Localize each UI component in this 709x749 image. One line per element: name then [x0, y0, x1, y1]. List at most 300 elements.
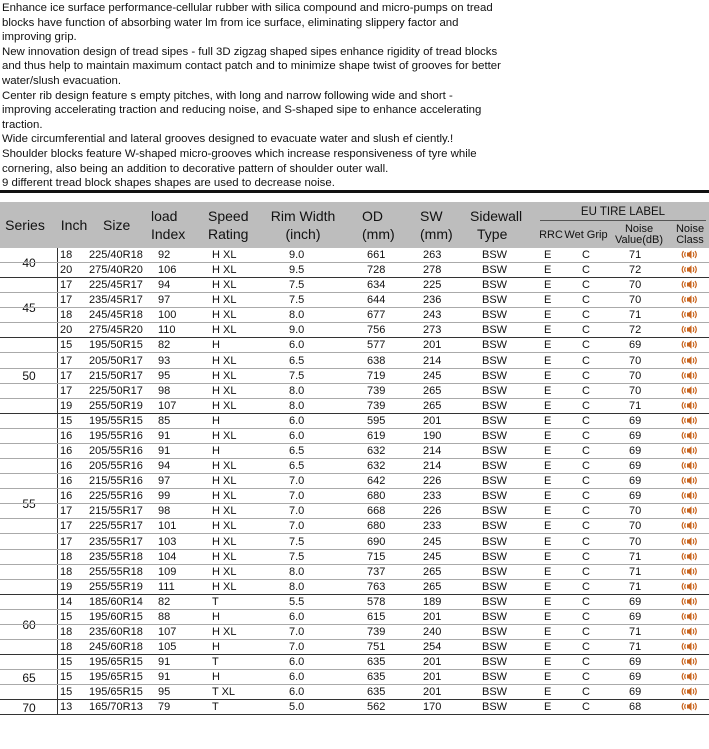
noise-value-cell: 71	[629, 641, 642, 654]
load-index-cell: 93	[158, 354, 171, 367]
rrc-cell: E	[544, 445, 552, 458]
table-row	[0, 595, 709, 610]
noise-class-speaker-icon	[681, 641, 699, 652]
rim-width-cell: 7.5	[289, 369, 305, 382]
sw-cell: 265	[423, 399, 442, 412]
inch-cell: 19	[60, 580, 73, 593]
table-row	[0, 444, 709, 459]
load-index-cell: 82	[158, 339, 171, 352]
sidewall-cell: BSW	[482, 354, 508, 367]
wet-grip-cell: C	[582, 399, 590, 412]
size-cell: 255/55R19	[89, 580, 143, 593]
table-row	[0, 459, 709, 474]
desc-paragraph: Center rib design feature s empty pitches, with long and narrow following wide and short - improving accelerating traction and reducing noise, and S-shaped sipe to enhance accelerating traction.	[2, 89, 482, 131]
table-row	[0, 384, 709, 399]
rim-width-cell: 6.0	[289, 656, 305, 669]
series-cell: 55	[22, 497, 36, 512]
sidewall-cell: BSW	[482, 656, 508, 669]
speed-rating-cell: T	[212, 656, 219, 669]
wet-grip-cell: C	[582, 279, 590, 292]
sw-cell: 201	[423, 671, 442, 684]
od-cell: 615	[367, 610, 386, 623]
rrc-cell: E	[544, 264, 552, 277]
wet-grip-cell: C	[582, 686, 590, 699]
od-cell: 719	[367, 369, 386, 382]
desc-paragraph: 9 different tread block shapes shapes are used to decrease noise.	[2, 177, 335, 190]
rrc-cell: E	[544, 610, 552, 623]
od-cell: 642	[367, 475, 386, 488]
rrc-cell: E	[544, 490, 552, 503]
rrc-cell: E	[544, 279, 552, 292]
rrc-cell: E	[544, 324, 552, 337]
table-row	[0, 263, 709, 278]
speed-rating-cell: H XL	[212, 294, 237, 307]
noise-class-speaker-icon	[681, 520, 699, 531]
wet-grip-cell: C	[582, 369, 590, 382]
sidewall-cell: BSW	[482, 565, 508, 578]
wet-grip-cell: C	[582, 309, 590, 322]
noise-value-cell: 69	[629, 429, 642, 442]
speed-rating-cell: H XL	[212, 626, 237, 638]
load-index-cell: 110	[158, 324, 176, 337]
sw-cell: 226	[423, 475, 442, 488]
col-load-header-2: Index	[151, 226, 186, 242]
speed-rating-cell: H	[212, 414, 220, 427]
size-cell: 275/45R20	[89, 324, 143, 337]
size-cell: 235/60R18	[89, 626, 143, 638]
load-index-cell: 104	[158, 550, 177, 563]
noise-class-speaker-icon	[681, 505, 699, 516]
col-od-header-1: OD	[362, 208, 383, 224]
col-sidewall-header-2: Type	[477, 226, 508, 242]
rim-width-cell: 7.0	[289, 520, 305, 533]
od-cell: 739	[367, 384, 386, 397]
wet-grip-cell: C	[582, 641, 590, 654]
load-index-cell: 103	[158, 535, 177, 548]
noise-class-speaker-icon	[681, 536, 699, 547]
size-cell: 165/70R13	[89, 701, 143, 714]
noise-value-cell: 69	[629, 475, 642, 488]
size-cell: 225/40R18	[89, 249, 143, 261]
rim-width-cell: 7.5	[289, 550, 305, 563]
size-cell: 195/65R15	[89, 671, 143, 684]
sw-cell: 265	[423, 565, 442, 578]
od-cell: 619	[367, 429, 386, 442]
load-index-cell: 91	[158, 429, 171, 442]
rim-width-cell: 8.0	[289, 580, 305, 593]
sidewall-cell: BSW	[482, 686, 508, 699]
inch-cell: 18	[60, 626, 73, 638]
speed-rating-cell: H XL	[212, 324, 237, 337]
rrc-cell: E	[544, 580, 552, 593]
rrc-cell: E	[544, 354, 552, 367]
od-cell: 635	[367, 656, 386, 669]
wet-grip-cell: C	[582, 580, 590, 593]
rrc-cell: E	[544, 656, 552, 669]
rim-width-cell: 6.0	[289, 414, 305, 427]
wet-grip-cell: C	[582, 294, 590, 307]
load-index-cell: 107	[158, 399, 177, 412]
noise-class-speaker-icon	[681, 611, 699, 622]
wet-grip-cell: C	[582, 535, 590, 548]
sidewall-cell: BSW	[482, 384, 508, 397]
size-cell: 225/50R17	[89, 384, 143, 397]
noise-value-cell: 70	[629, 354, 642, 367]
rrc-cell: E	[544, 460, 552, 473]
od-cell: 680	[367, 520, 386, 533]
noise-class-speaker-icon	[681, 370, 699, 381]
load-index-cell: 97	[158, 475, 171, 488]
sw-cell: 201	[423, 686, 442, 699]
table-row	[0, 489, 709, 504]
table-row	[0, 369, 709, 384]
rim-width-cell: 9.0	[289, 324, 305, 337]
rrc-cell: E	[544, 399, 552, 412]
speed-rating-cell: T XL	[212, 686, 236, 699]
rim-width-cell: 7.5	[289, 535, 305, 548]
sw-cell: 189	[423, 595, 442, 608]
table-header	[0, 202, 709, 248]
speed-rating-cell: H XL	[212, 279, 237, 292]
noise-class-speaker-icon	[681, 400, 699, 411]
rrc-cell: E	[544, 339, 552, 352]
speed-rating-cell: H XL	[212, 264, 237, 277]
table-row	[0, 640, 709, 655]
table-row	[0, 338, 709, 353]
sidewall-cell: BSW	[482, 475, 508, 488]
wet-grip-cell: C	[582, 490, 590, 503]
sw-cell: 201	[423, 656, 442, 669]
size-cell: 195/65R15	[89, 686, 143, 699]
od-cell: 763	[367, 580, 386, 593]
sw-cell: 265	[423, 384, 442, 397]
load-index-cell: 106	[158, 264, 177, 277]
speed-rating-cell: H XL	[212, 550, 237, 563]
size-cell: 215/55R16	[89, 475, 143, 488]
noise-class-speaker-icon	[681, 581, 699, 592]
noise-value-cell: 69	[629, 445, 642, 458]
rim-width-cell: 7.0	[289, 505, 305, 518]
table-row	[0, 278, 709, 293]
size-cell: 235/55R17	[89, 535, 143, 548]
col-size-header: Size	[103, 217, 131, 233]
sidewall-cell: BSW	[482, 309, 508, 322]
wet-grip-cell: C	[582, 520, 590, 533]
rrc-cell: E	[544, 384, 552, 397]
load-index-cell: 91	[158, 671, 171, 684]
size-cell: 225/55R16	[89, 490, 143, 503]
od-cell: 634	[367, 279, 386, 292]
wet-grip-cell: C	[582, 671, 590, 684]
noise-class-speaker-icon	[681, 551, 699, 562]
rrc-cell: E	[544, 626, 552, 638]
eu-label-divider	[540, 220, 706, 221]
speed-rating-cell: H XL	[212, 354, 237, 367]
col-od-header-2: (mm)	[362, 226, 395, 242]
sidewall-cell: BSW	[482, 701, 508, 714]
rim-width-cell: 9.0	[289, 249, 305, 261]
wet-grip-cell: C	[582, 550, 590, 563]
speed-rating-cell: H XL	[212, 369, 237, 382]
sidewall-cell: BSW	[482, 550, 508, 563]
od-cell: 739	[367, 399, 386, 412]
noise-class-speaker-icon	[681, 279, 699, 290]
rim-width-cell: 8.0	[289, 565, 305, 578]
od-cell: 577	[367, 339, 386, 352]
table-row	[0, 414, 709, 429]
speed-rating-cell: H XL	[212, 309, 237, 322]
noise-value-cell: 71	[629, 249, 642, 261]
col-sw-header-1: SW	[420, 208, 443, 224]
table-row	[0, 248, 709, 263]
rrc-cell: E	[544, 701, 552, 714]
load-index-cell: 94	[158, 279, 171, 292]
speed-rating-cell: H XL	[212, 475, 237, 488]
desc-paragraph: Shoulder blocks feature W-shaped micro-grooves which increase responsiveness of tyre while cornering, also being an addition to decorative pattern of shoulder outer wall.	[2, 147, 477, 175]
noise-value-cell: 70	[629, 520, 642, 533]
rim-width-cell: 9.5	[289, 264, 305, 277]
od-cell: 737	[367, 565, 386, 578]
noise-value-cell: 69	[629, 610, 642, 623]
noise-value-cell: 68	[629, 701, 642, 714]
sidewall-cell: BSW	[482, 626, 508, 638]
load-index-cell: 100	[158, 309, 177, 322]
series-cell: 70	[22, 700, 36, 715]
sw-cell: 263	[423, 249, 442, 261]
sw-cell: 201	[423, 339, 442, 352]
col-wet-grip-header: Wet Grip	[564, 229, 608, 241]
table-row	[0, 685, 709, 700]
rim-width-cell: 6.5	[289, 445, 305, 458]
col-rrc-header: RRC	[539, 229, 563, 241]
inch-cell: 18	[60, 309, 73, 322]
wet-grip-cell: C	[582, 264, 590, 277]
inch-cell: 15	[60, 671, 73, 684]
noise-value-cell: 69	[629, 414, 642, 427]
sidewall-cell: BSW	[482, 369, 508, 382]
inch-cell: 16	[60, 490, 73, 503]
inch-cell: 15	[60, 339, 73, 352]
size-cell: 205/55R16	[89, 445, 143, 458]
od-cell: 715	[367, 550, 386, 563]
sw-cell: 265	[423, 580, 442, 593]
rim-width-cell: 8.0	[289, 399, 305, 412]
inch-cell: 18	[60, 565, 73, 578]
load-index-cell: 98	[158, 505, 171, 518]
sw-cell: 214	[423, 354, 442, 367]
load-index-cell: 92	[158, 249, 171, 261]
sw-cell: 243	[423, 309, 442, 322]
sidewall-cell: BSW	[482, 414, 508, 427]
sw-cell: 233	[423, 490, 442, 503]
rim-width-cell: 5.0	[289, 701, 305, 714]
speed-rating-cell: T	[212, 595, 219, 608]
rim-width-cell: 6.0	[289, 339, 305, 352]
load-index-cell: 109	[158, 565, 177, 578]
table-row	[0, 700, 709, 715]
size-cell: 275/40R20	[89, 264, 143, 277]
table-row	[0, 504, 709, 519]
load-index-cell: 98	[158, 384, 171, 397]
od-cell: 728	[367, 264, 386, 277]
sw-cell: 190	[423, 429, 442, 442]
load-index-cell: 79	[158, 701, 171, 714]
noise-value-cell: 71	[629, 550, 642, 563]
size-cell: 215/55R17	[89, 505, 143, 518]
load-index-cell: 107	[158, 626, 177, 638]
table-row	[0, 293, 709, 308]
speed-rating-cell: H XL	[212, 384, 237, 397]
speed-rating-cell: H XL	[212, 520, 237, 533]
size-cell: 195/50R15	[89, 339, 143, 352]
sidewall-cell: BSW	[482, 339, 508, 352]
col-speed-header-2: Rating	[208, 226, 249, 242]
noise-value-cell: 70	[629, 384, 642, 397]
speed-rating-cell: H XL	[212, 399, 237, 412]
inch-cell: 17	[60, 279, 73, 292]
table-row	[0, 474, 709, 489]
noise-value-cell: 69	[629, 460, 642, 473]
load-index-cell: 111	[158, 580, 175, 593]
speed-rating-cell: H XL	[212, 580, 237, 593]
load-index-cell: 99	[158, 490, 171, 503]
load-index-cell: 82	[158, 595, 171, 608]
inch-cell: 15	[60, 656, 73, 669]
od-cell: 690	[367, 535, 386, 548]
load-index-cell: 97	[158, 294, 171, 307]
noise-class-speaker-icon	[681, 460, 699, 471]
noise-class-speaker-icon	[681, 596, 699, 607]
inch-cell: 20	[60, 324, 73, 337]
od-cell: 756	[367, 324, 386, 337]
od-cell: 677	[367, 309, 386, 322]
sw-cell: 273	[423, 324, 442, 337]
inch-cell: 16	[60, 429, 73, 442]
sidewall-cell: BSW	[482, 460, 508, 473]
sw-cell: 201	[423, 414, 442, 427]
rrc-cell: E	[544, 505, 552, 518]
speed-rating-cell: H XL	[212, 249, 237, 261]
inch-cell: 18	[60, 550, 73, 563]
rim-width-cell: 7.0	[289, 490, 305, 503]
col-rim-header-2: (inch)	[285, 226, 321, 242]
rim-width-cell: 6.0	[289, 671, 305, 684]
col-sidewall-header-1: Sidewall	[470, 208, 523, 224]
inch-cell: 17	[60, 369, 73, 382]
sw-cell: 233	[423, 520, 442, 533]
load-index-cell: 85	[158, 414, 171, 427]
od-cell: 668	[367, 505, 386, 518]
load-index-cell: 105	[158, 641, 177, 654]
inch-cell: 17	[60, 354, 73, 367]
od-cell: 632	[367, 445, 386, 458]
size-cell: 255/55R18	[89, 565, 143, 578]
sidewall-cell: BSW	[482, 535, 508, 548]
sw-cell: 201	[423, 610, 442, 623]
noise-class-speaker-icon	[681, 686, 699, 697]
rrc-cell: E	[544, 595, 552, 608]
sidewall-cell: BSW	[482, 429, 508, 442]
rrc-cell: E	[544, 686, 552, 699]
noise-value-cell: 72	[629, 324, 642, 337]
od-cell: 578	[367, 595, 386, 608]
table-row	[0, 670, 709, 685]
size-cell: 235/55R18	[89, 550, 143, 563]
table-row	[0, 580, 709, 595]
wet-grip-cell: C	[582, 701, 590, 714]
noise-value-cell: 71	[629, 309, 642, 322]
wet-grip-cell: C	[582, 249, 590, 261]
speed-rating-cell: H	[212, 445, 220, 458]
rrc-cell: E	[544, 520, 552, 533]
noise-value-cell: 69	[629, 671, 642, 684]
od-cell: 562	[367, 701, 386, 714]
od-cell: 635	[367, 686, 386, 699]
table-row	[0, 429, 709, 444]
noise-class-speaker-icon	[681, 701, 699, 712]
load-index-cell: 95	[158, 369, 171, 382]
speed-rating-cell: T	[212, 701, 219, 714]
noise-class-speaker-icon	[681, 415, 699, 426]
noise-value-cell: 71	[629, 580, 642, 593]
noise-class-speaker-icon	[681, 445, 699, 456]
rim-width-cell: 7.0	[289, 475, 305, 488]
noise-class-speaker-icon	[681, 430, 699, 441]
load-index-cell: 95	[158, 686, 171, 699]
rim-width-cell: 8.0	[289, 309, 305, 322]
load-index-cell: 91	[158, 445, 171, 458]
rim-width-cell: 6.0	[289, 610, 305, 623]
rim-width-cell: 7.5	[289, 294, 305, 307]
table-row	[0, 610, 709, 625]
rim-width-cell: 7.0	[289, 626, 305, 638]
inch-cell: 17	[60, 384, 73, 397]
inch-cell: 16	[60, 460, 73, 473]
wet-grip-cell: C	[582, 445, 590, 458]
sw-cell: 245	[423, 550, 442, 563]
sidewall-cell: BSW	[482, 445, 508, 458]
table-row	[0, 308, 709, 323]
series-cell: 65	[22, 670, 36, 685]
col-sw-header-2: (mm)	[420, 226, 453, 242]
col-noise-value-header-1: Noise	[624, 223, 654, 235]
od-cell: 638	[367, 354, 386, 367]
desc-paragraph: Wide circumferential and lateral grooves designed to evacuate water and slush ef ciently.!	[2, 133, 454, 146]
speed-rating-cell: H XL	[212, 505, 237, 518]
rrc-cell: E	[544, 565, 552, 578]
size-cell: 255/50R19	[89, 399, 143, 412]
size-cell: 225/55R17	[89, 520, 143, 533]
noise-value-cell: 69	[629, 595, 642, 608]
desc-paragraph: Enhance ice surface performance-cellular rubber with silica compound and micro-pumps on tread blocks have function of absorbing water lm from ice surface, eliminating slippery factor and improving grip.	[2, 2, 493, 44]
noise-class-speaker-icon	[681, 566, 699, 577]
series-cell: 50	[22, 369, 36, 384]
rrc-cell: E	[544, 249, 552, 261]
noise-class-speaker-icon	[681, 475, 699, 486]
size-cell: 215/50R17	[89, 369, 143, 382]
size-cell: 205/50R17	[89, 354, 143, 367]
product-description	[2, 1, 502, 191]
table-row	[0, 655, 709, 670]
noise-value-cell: 70	[629, 369, 642, 382]
wet-grip-cell: C	[582, 595, 590, 608]
noise-class-speaker-icon	[681, 626, 699, 637]
inch-cell: 15	[60, 414, 73, 427]
wet-grip-cell: C	[582, 384, 590, 397]
sw-cell: 226	[423, 505, 442, 518]
wet-grip-cell: C	[582, 505, 590, 518]
wet-grip-cell: C	[582, 324, 590, 337]
